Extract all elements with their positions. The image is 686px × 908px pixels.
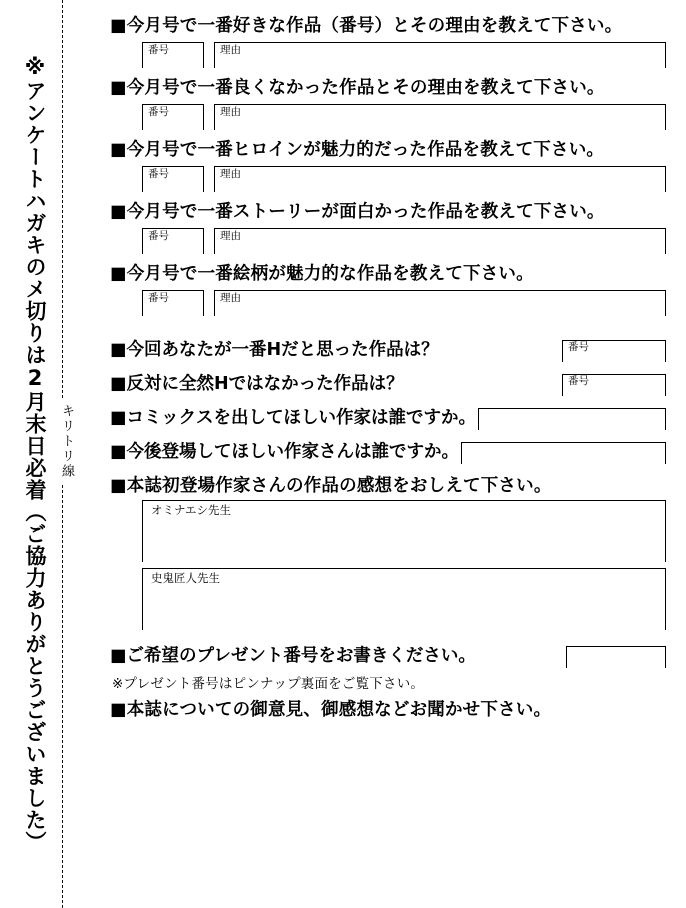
question-8-text: ■コミックスを出してほしい作家は誰ですか。 xyxy=(110,408,477,428)
question-7-row xyxy=(110,372,666,396)
cut-line-label: キリトリ線 xyxy=(56,400,74,483)
question-5-text: ■今月号で一番絵柄が魅力的な作品を教えて下さい。 xyxy=(110,264,534,284)
question-9-row xyxy=(110,440,666,464)
question-7-number-field[interactable] xyxy=(562,374,666,396)
field-label-reason: 理由 xyxy=(220,44,241,56)
field-label-reason: 理由 xyxy=(220,168,241,180)
question-3-reason-field[interactable] xyxy=(214,166,666,192)
question-5-reason-field[interactable] xyxy=(214,290,666,316)
question-8-row xyxy=(110,406,666,430)
question-4-answer-row xyxy=(142,228,666,254)
field-label-number: 番号 xyxy=(148,44,169,56)
question-8-answer-field[interactable] xyxy=(478,408,666,430)
question-3-text: ■今月号で一番ヒロインが魅力的だった作品を教えて下さい。 xyxy=(110,140,605,160)
question-4-number-field[interactable] xyxy=(142,228,204,254)
question-2-reason-field[interactable] xyxy=(214,104,666,130)
question-4-text: ■今月号で一番ストーリーが面白かった作品を教えて下さい。 xyxy=(110,202,605,222)
question-3-answer-row xyxy=(142,166,666,192)
question-5-answer-row xyxy=(142,290,666,316)
question-2-text: ■今月号で一番良くなかった作品とその理由を教えて下さい。 xyxy=(110,78,605,98)
field-label-number: 番号 xyxy=(148,230,169,242)
present-number-field[interactable] xyxy=(566,646,666,668)
question-1-text: ■今月号で一番好きな作品（番号）とその理由を教えて下さい。 xyxy=(110,16,623,36)
field-label-number: 番号 xyxy=(568,341,589,353)
question-1-reason-field[interactable] xyxy=(214,42,666,68)
author-comment-field-2[interactable] xyxy=(142,568,666,630)
author-comment-field-1[interactable] xyxy=(142,500,666,562)
field-label-number: 番号 xyxy=(148,168,169,180)
question-6-row xyxy=(110,338,666,362)
question-2-number-field[interactable] xyxy=(142,104,204,130)
field-label-number: 番号 xyxy=(148,106,169,118)
question-5-number-field[interactable] xyxy=(142,290,204,316)
question-7-text: ■反対に全然Hではなかった作品は？ xyxy=(110,374,404,394)
author-section-heading: ■本誌初登場作家さんの作品の感想をおしえて下さい。 xyxy=(110,476,552,496)
deadline-notice: ※アンケートハガキのメ切りは2月末日必着（ご協力ありがとうございました） xyxy=(23,55,47,853)
field-label-number: 番号 xyxy=(148,292,169,304)
question-9-answer-field[interactable] xyxy=(461,442,666,464)
final-question-text: ■本誌についての御意見、御感想などお聞かせ下さい。 xyxy=(110,700,552,720)
field-label-reason: 理由 xyxy=(220,292,241,304)
present-number-row xyxy=(110,644,666,668)
question-6-number-field[interactable] xyxy=(562,340,666,362)
field-label-reason: 理由 xyxy=(220,106,241,118)
question-4-reason-field[interactable] xyxy=(214,228,666,254)
field-label-reason: 理由 xyxy=(220,230,241,242)
field-label-number: 番号 xyxy=(568,375,589,387)
question-6-text: ■今回あなたが一番Hだと思った作品は？ xyxy=(110,340,439,360)
question-1-answer-row xyxy=(142,42,666,68)
present-note: ※プレゼント番号はピンナップ裏面をご覧下さい。 xyxy=(112,676,425,692)
question-9-text: ■今後登場してほしい作家さんは誰ですか。 xyxy=(110,442,460,462)
question-2-answer-row xyxy=(142,104,666,130)
question-1-number-field[interactable] xyxy=(142,42,204,68)
present-heading: ■ご希望のプレゼント番号をお書きください。 xyxy=(110,646,476,666)
questionnaire-sheet xyxy=(110,14,666,722)
question-3-number-field[interactable] xyxy=(142,166,204,192)
author-name-label-1: オミナエシ先生 xyxy=(151,503,232,517)
author-name-label-2: 史鬼匠人先生 xyxy=(151,571,220,585)
